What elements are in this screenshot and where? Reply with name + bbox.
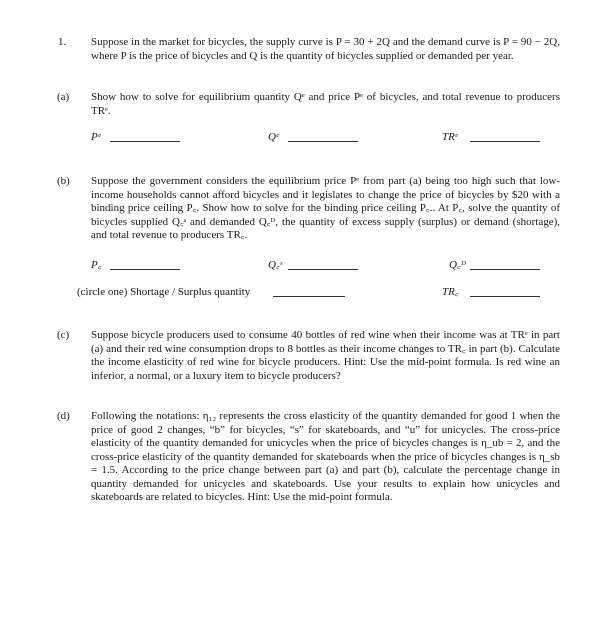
question-intro-text: Suppose in the market for bicycles, the supply curve is P = 30 + 2Q and the demand curve is P = 90 − 2Q, where P is the price of bicycles and Q is the quantity of bicycles supplied or demanded per year.: [91, 36, 560, 62]
pe-answer-blank[interactable]: [110, 131, 180, 142]
part-c-text: Suppose bicycle producers used to consume 40 bottles of red wine when their income was at TRᵉ in part (a) and their red wine consumption drops to 8 bottles as their income changes to TR꜀ in part (b). Calculate the income elasticity of red wine for bicycle producers. Hint: Use the mid-point formula. Is red wine an inferior, a normal, or a luxury item to bicycle producers?: [91, 329, 560, 382]
trc-answer-blank[interactable]: [470, 286, 540, 297]
shortage-surplus-answer-blank[interactable]: [273, 286, 345, 297]
qcd-label: Q꜀ᴰ: [449, 259, 467, 271]
part-b-answer-row-1: [0, 259, 611, 273]
pc-answer-blank[interactable]: [110, 259, 180, 270]
qcs-answer-blank[interactable]: [288, 259, 358, 270]
part-b-answer-row-2: [0, 286, 611, 300]
part-b-text: Suppose the government considers the equilibrium price Pᵉ from part (a) being too high such that low-income households cannot afford bicycles and it legislates to change the price of bicycles by $20 with a binding price ceiling P꜀. Show how to solve for the binding price ceiling P꜀.. At P꜀, solve the quantity of bicycles supplied Q꜀ˢ and demanded Q꜀ᴰ, the quantity of excess supply (surplus) or demand (shortage), and total revenue to producers TR꜀.: [91, 175, 560, 241]
question-number: 1.: [58, 36, 67, 48]
part-a-text: Show how to solve for equilibrium quantity Qᵉ and price Pᵉ of bicycles, and total revenue to producers TRᵉ.: [91, 91, 560, 117]
part-a-answer-row: [0, 131, 611, 145]
pc-label: P꜀: [91, 259, 102, 271]
part-c-label: (c): [57, 329, 70, 341]
part-d-text: Following the notations: η₁₂ represents the cross elasticity of the quantity demanded for good 1 when the price of good 2 changes, “b” for bicycles, “s” for skateboards, and “u” for unicycles. The cross-price elasticity of the quantity demanded for unicycles when the price of bicycles changes is η_ub = 2, and the cross-price elasticity of the quantity demanded for skateboards when the price of bicycles changes is η_sb = 1.5. According to the price change between part (a) and part (b), calculate the percentage change in quantity demanded for unicycles and skateboards. Use your results to explain how unicycles and skateboards are related to bicycles. Hint: Use the mid-point formula.: [91, 410, 560, 503]
qe-label: Qᵉ: [268, 131, 279, 143]
qcs-label: Q꜀ˢ: [268, 259, 283, 271]
shortage-surplus-label: (circle one) Shortage / Surplus quantity: [77, 286, 251, 298]
part-d-label: (d): [57, 410, 70, 422]
part-b-label: (b): [57, 175, 70, 187]
part-a-label: (a): [57, 91, 70, 103]
tre-answer-blank[interactable]: [470, 131, 540, 142]
qe-answer-blank[interactable]: [288, 131, 358, 142]
tre-label: TRᵉ: [442, 131, 458, 143]
trc-label: TR꜀: [442, 286, 459, 298]
pe-label: Pᵉ: [91, 131, 101, 143]
qcd-answer-blank[interactable]: [470, 259, 540, 270]
